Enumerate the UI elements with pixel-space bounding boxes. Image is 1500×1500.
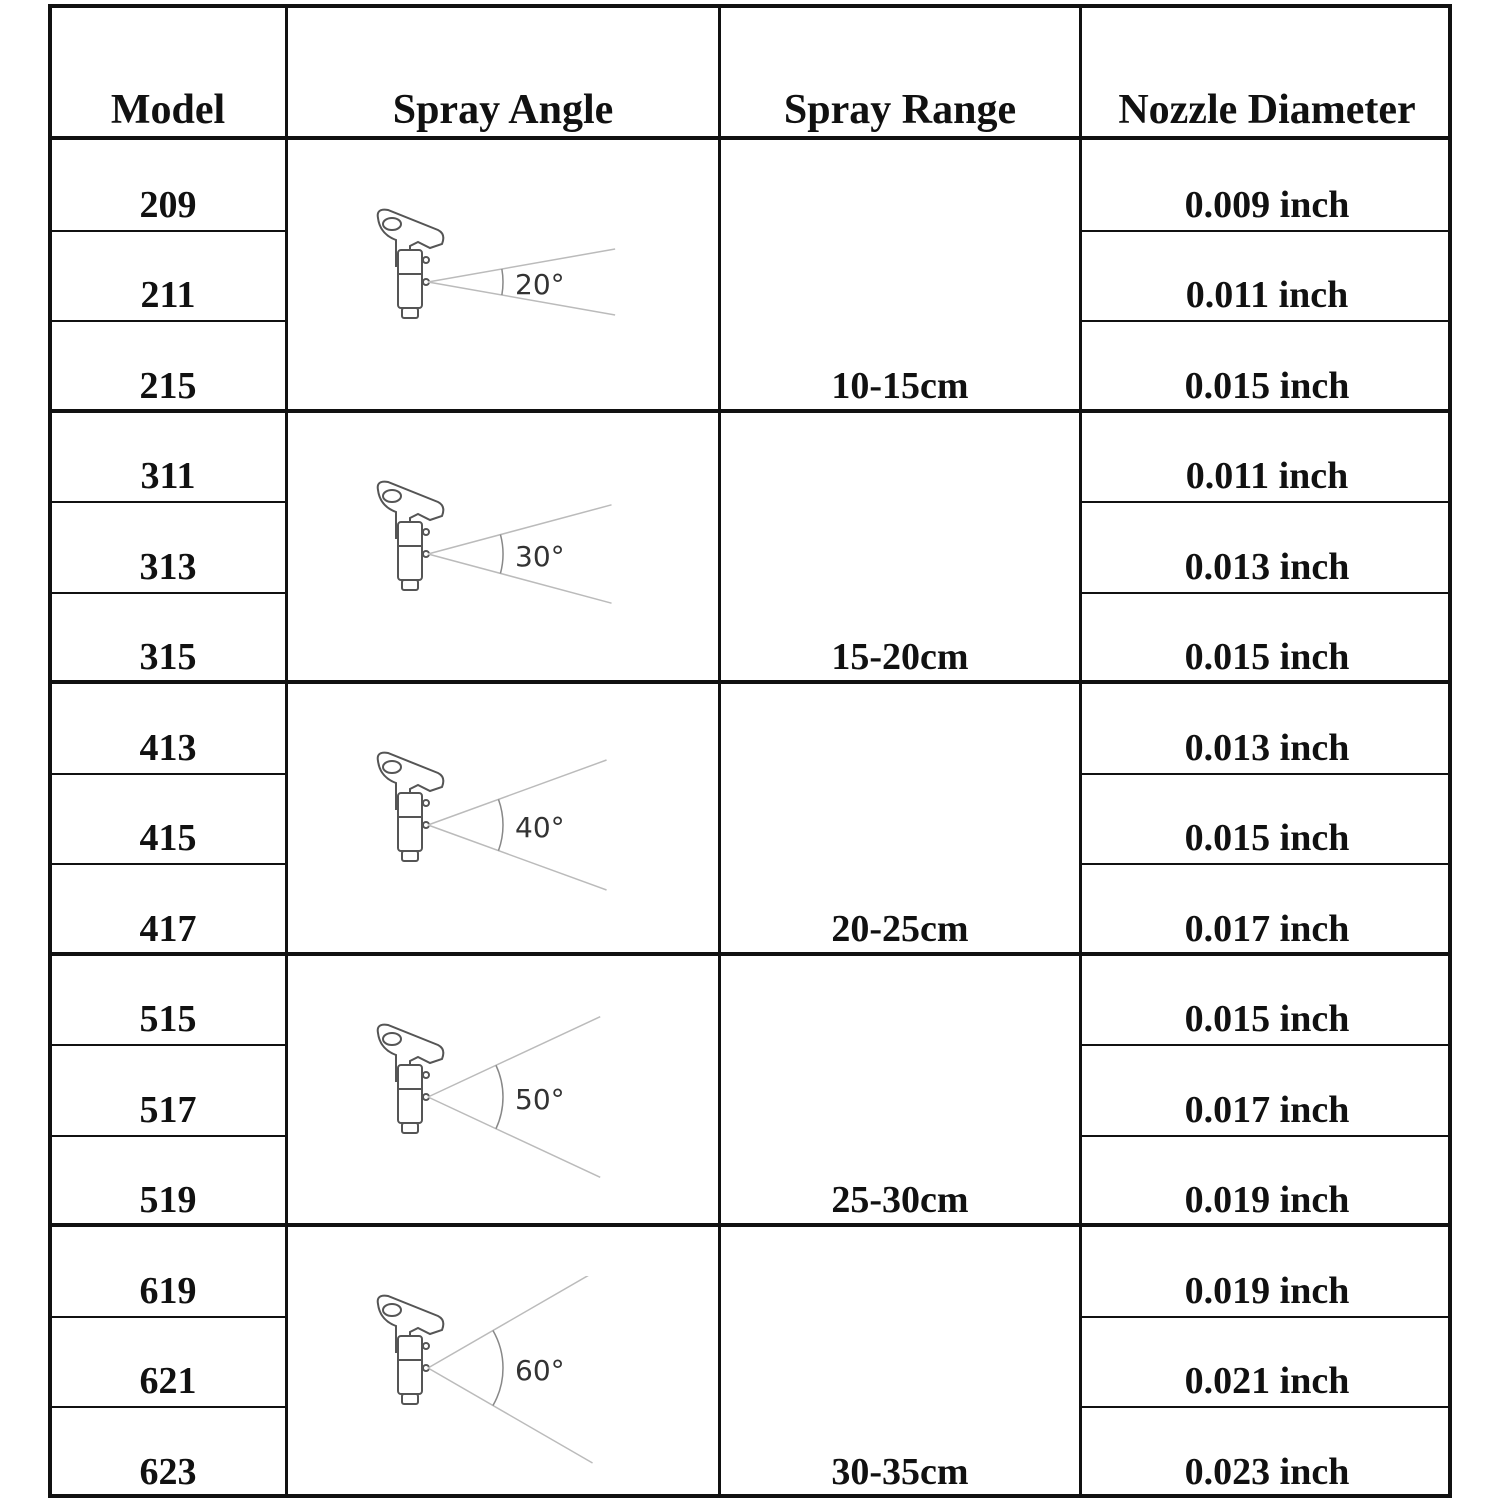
spray-range-cell: 10-15cm <box>831 364 969 407</box>
spray-angle-figure <box>358 1276 658 1476</box>
row-divider <box>48 592 288 594</box>
header-spray-angle: Spray Angle <box>392 87 614 133</box>
column-divider <box>718 4 721 1498</box>
model-cell: 315 <box>139 636 197 679</box>
row-divider <box>1082 773 1452 775</box>
diameter-cell: 0.023 inch <box>1184 1451 1350 1493</box>
row-divider <box>1082 1316 1452 1318</box>
spray-cone <box>428 1276 593 1463</box>
spray-tip-icon <box>358 1276 658 1476</box>
row-divider <box>48 1135 288 1137</box>
spray-tip-icon <box>358 462 658 662</box>
diameter-cell: 0.015 inch <box>1184 817 1350 860</box>
spray-tip-icon <box>358 190 658 390</box>
row-divider <box>1082 863 1452 865</box>
model-cell: 311 <box>140 455 196 498</box>
diameter-cell: 0.015 inch <box>1184 364 1350 407</box>
spray-tip-table <box>48 4 1452 1498</box>
model-cell: 517 <box>139 1088 197 1131</box>
header-nozzle-diameter: Nozzle Diameter <box>1118 87 1416 133</box>
diameter-cell: 0.019 inch <box>1184 1269 1350 1312</box>
header-model: Model <box>110 87 226 133</box>
diameter-cell: 0.017 inch <box>1184 1088 1350 1131</box>
group-divider <box>48 409 1452 413</box>
spray-range-cell: 30-35cm <box>831 1451 969 1493</box>
model-cell: 413 <box>139 726 197 769</box>
spray-tip-icon <box>358 1005 658 1205</box>
model-cell: 417 <box>139 907 197 950</box>
spray-range-cell: 15-20cm <box>831 636 969 679</box>
row-divider <box>48 773 288 775</box>
model-cell: 211 <box>140 274 196 317</box>
diameter-cell: 0.013 inch <box>1184 726 1350 769</box>
row-divider <box>48 1316 288 1318</box>
diameter-cell: 0.015 inch <box>1184 636 1350 679</box>
diameter-cell: 0.021 inch <box>1184 1360 1350 1403</box>
spray-angle-figure <box>358 462 658 662</box>
model-cell: 623 <box>139 1451 197 1493</box>
row-divider <box>1082 592 1452 594</box>
row-divider <box>1082 230 1452 232</box>
spray-angle-figure <box>358 1005 658 1205</box>
row-divider <box>1082 1044 1452 1046</box>
header-spray-range: Spray Range <box>783 87 1017 133</box>
model-cell: 415 <box>139 817 197 860</box>
row-divider <box>48 1044 288 1046</box>
model-cell: 313 <box>139 545 197 588</box>
spray-angle-figure <box>358 190 658 390</box>
model-cell: 209 <box>139 183 197 226</box>
spray-angle-figure <box>358 733 658 933</box>
model-cell: 621 <box>139 1360 197 1403</box>
diameter-cell: 0.019 inch <box>1184 1179 1350 1222</box>
row-divider <box>48 863 288 865</box>
group-divider <box>48 952 1452 956</box>
row-divider <box>1082 320 1452 322</box>
diameter-cell: 0.017 inch <box>1184 907 1350 950</box>
angle-label: 20° <box>515 268 565 301</box>
model-cell: 215 <box>139 364 197 407</box>
model-cell: 519 <box>139 1179 197 1222</box>
group-divider <box>48 1223 1452 1227</box>
row-divider <box>48 1406 288 1408</box>
model-cell: 515 <box>139 998 197 1041</box>
row-divider <box>1082 501 1452 503</box>
angle-label: 40° <box>515 811 565 845</box>
angle-label: 30° <box>515 539 565 573</box>
group-divider <box>48 680 1452 684</box>
diameter-cell: 0.009 inch <box>1184 183 1350 226</box>
diameter-cell: 0.015 inch <box>1184 998 1350 1041</box>
spray-range-cell: 20-25cm <box>831 907 969 950</box>
diameter-cell: 0.011 inch <box>1185 274 1349 317</box>
diameter-cell: 0.013 inch <box>1184 545 1350 588</box>
row-divider <box>48 230 288 232</box>
row-divider <box>48 501 288 503</box>
row-divider <box>48 320 288 322</box>
diameter-cell: 0.011 inch <box>1185 455 1349 498</box>
row-divider <box>1082 1135 1452 1137</box>
angle-label: 50° <box>515 1082 565 1116</box>
spray-tip-icon <box>358 733 658 933</box>
header-divider <box>48 136 1452 140</box>
model-cell: 619 <box>139 1269 197 1312</box>
spray-range-cell: 25-30cm <box>831 1179 969 1222</box>
row-divider <box>1082 1406 1452 1408</box>
angle-label: 60° <box>515 1354 565 1388</box>
